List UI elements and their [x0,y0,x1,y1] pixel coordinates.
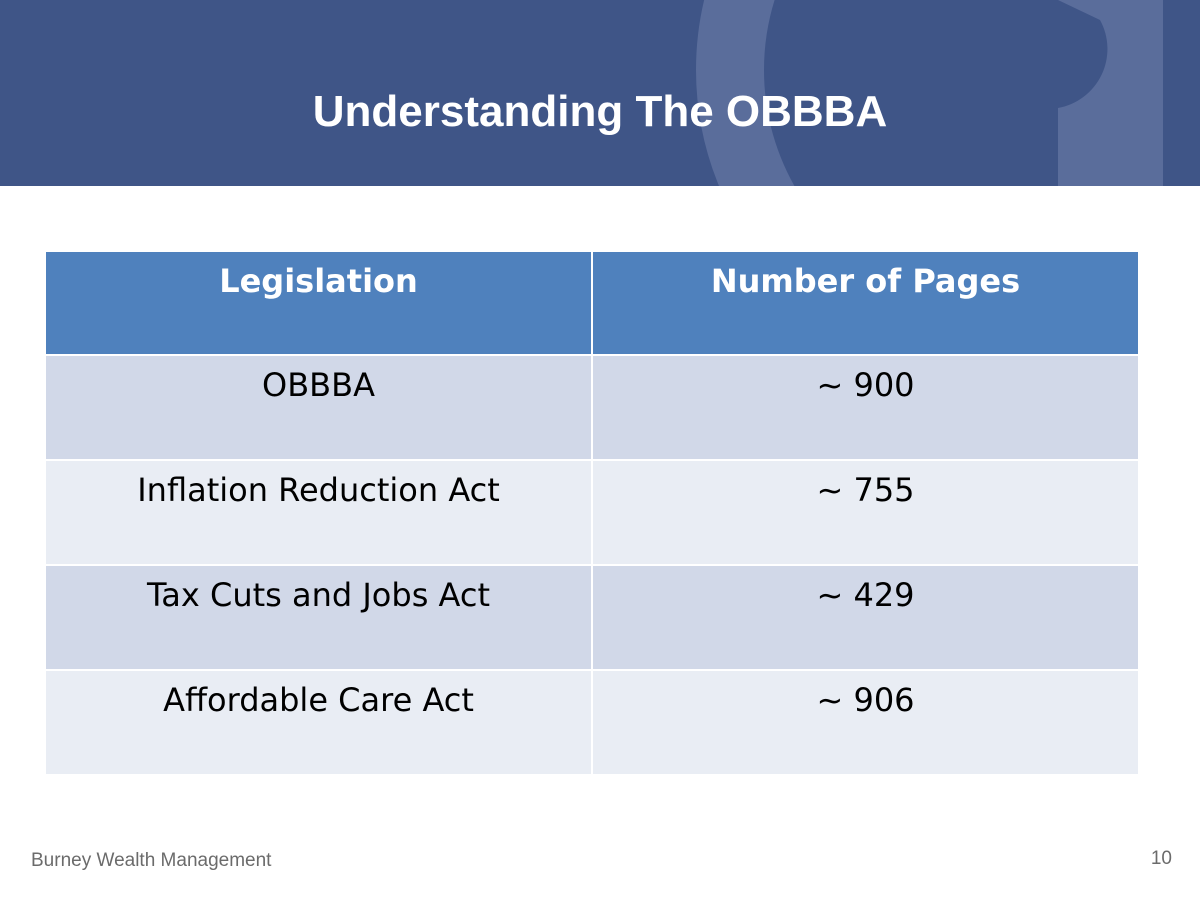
legislation-cell: OBBBA [45,355,592,460]
slide-title: Understanding The OBBBA [312,87,888,136]
legislation-cell: Inflation Reduction Act [45,460,592,565]
page-count-cell: ~ 755 [592,460,1139,565]
page-count-cell: ~ 900 [592,355,1139,460]
page-count-cell: ~ 429 [592,565,1139,670]
page-count-cell: ~ 906 [592,670,1139,775]
table-row [45,460,1139,565]
legislation-table [44,250,1140,776]
column-header-number-of-pages: Number of Pages [592,251,1139,355]
table-row [45,355,1139,460]
table-row [45,565,1139,670]
table-header-row [45,251,1139,355]
table-row [45,670,1139,775]
footer-company-name: Burney Wealth Management [31,850,272,871]
slide-header [0,0,1200,186]
slide-page-number: 10 [1150,848,1172,869]
legislation-cell: Tax Cuts and Jobs Act [45,565,592,670]
column-header-legislation: Legislation [45,251,592,355]
legislation-cell: Affordable Care Act [45,670,592,775]
